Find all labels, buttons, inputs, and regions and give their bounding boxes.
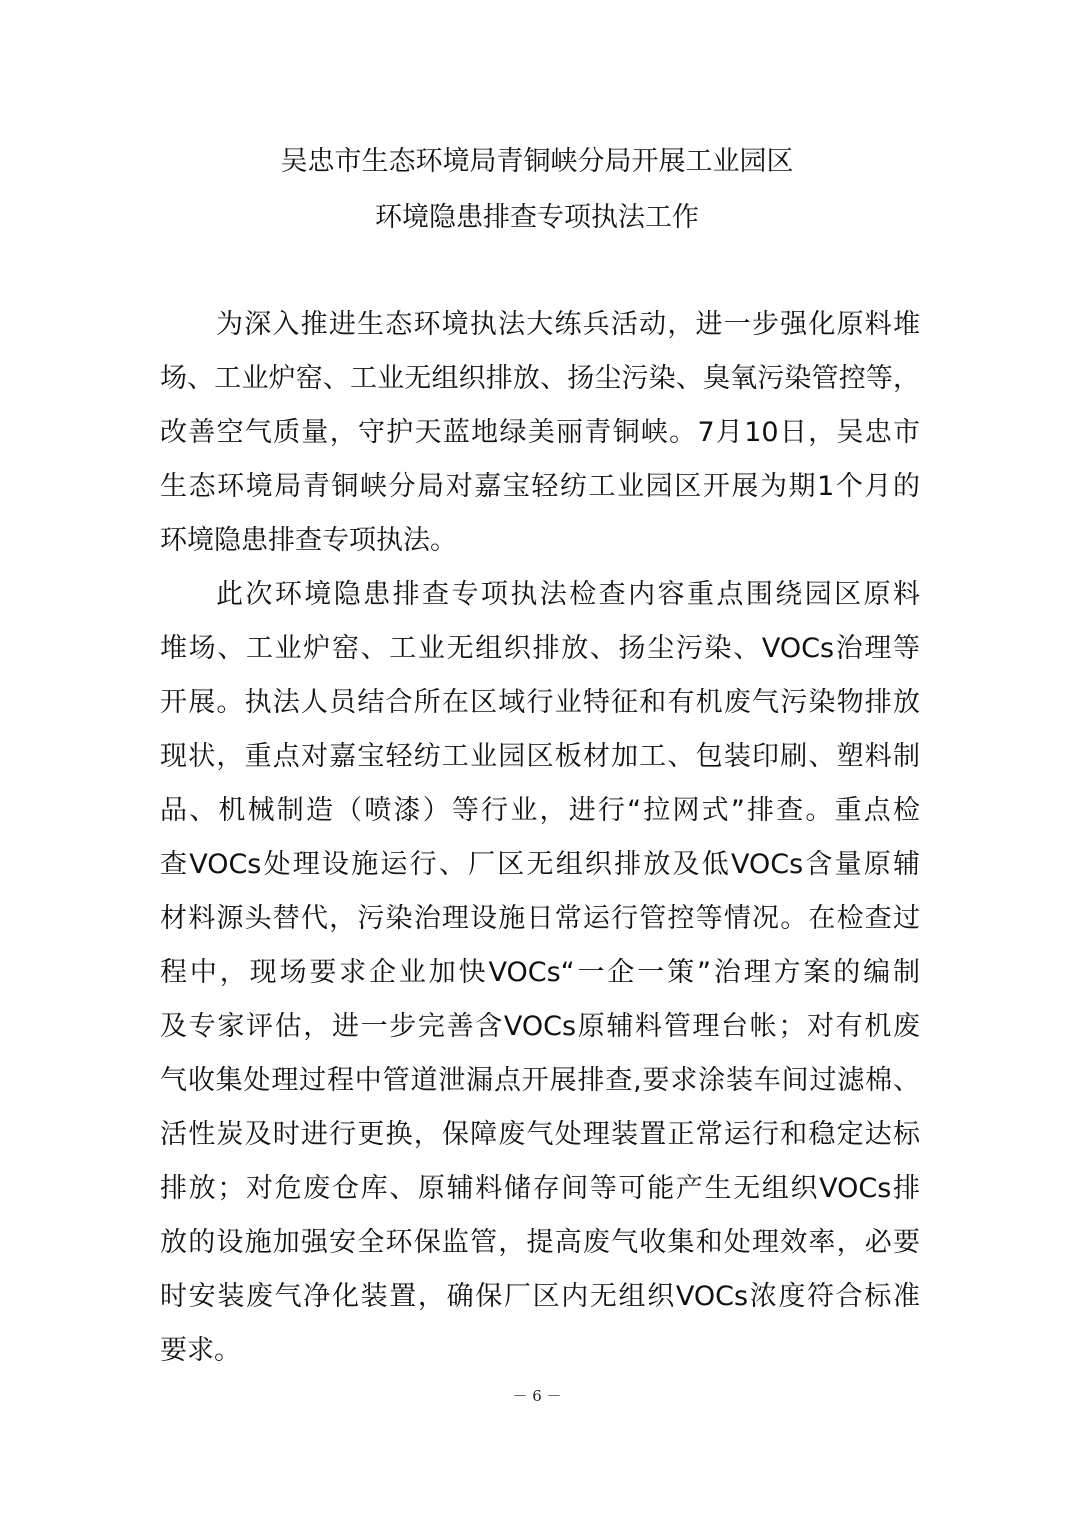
paragraph-line: 时安装废气净化装置，确保厂区内无组织VOCs浓度符合标准 bbox=[160, 1281, 920, 1312]
paragraph-line: 要求。 bbox=[160, 1335, 241, 1366]
paragraph-line: 生态环境局青铜峡分局对嘉宝轻纺工业园区开展为期1个月的 bbox=[160, 471, 920, 502]
paragraph-line: 环境隐患排查专项执法。 bbox=[160, 525, 457, 556]
document-title bbox=[0, 134, 1074, 246]
title-line-2: 环境隐患排查专项执法工作 bbox=[375, 202, 699, 233]
paragraph-line: 程中，现场要求企业加快VOCs“一企一策”治理方案的编制 bbox=[160, 957, 920, 988]
paragraph-2 bbox=[160, 568, 920, 1378]
paragraph-line: 及专家评估，进一步完善含VOCs原辅料管理台帐；对有机废 bbox=[160, 1011, 920, 1042]
paragraph-line: 放的设施加强安全环保监管，提高废气收集和处理效率，必要 bbox=[160, 1227, 920, 1258]
paragraph-1 bbox=[160, 298, 920, 568]
paragraph-line: 品、机械制造（喷漆）等行业，进行“拉网式”排查。重点检 bbox=[160, 795, 920, 826]
paragraph-line: 气收集处理过程中管道泄漏点开展排查,要求涂装车间过滤棉、 bbox=[160, 1065, 920, 1096]
page-number: － 6 － bbox=[512, 1387, 562, 1405]
paragraph-line: 查VOCs处理设施运行、厂区无组织排放及低VOCs含量原辅 bbox=[160, 849, 920, 880]
paragraph-line: 此次环境隐患排查专项执法检查内容重点围绕园区原料 bbox=[216, 579, 920, 610]
paragraph-line: 堆场、工业炉窑、工业无组织排放、扬尘污染、VOCs治理等 bbox=[160, 633, 920, 664]
paragraph-line: 现状，重点对嘉宝轻纺工业园区板材加工、包装印刷、塑料制 bbox=[160, 741, 920, 772]
paragraph-line: 活性炭及时进行更换，保障废气处理装置正常运行和稳定达标 bbox=[160, 1119, 920, 1150]
paragraph-line: 场、工业炉窑、工业无组织排放、扬尘污染、臭氧污染管控等， bbox=[160, 363, 920, 394]
paragraph-line: 为深入推进生态环境执法大练兵活动，进一步强化原料堆 bbox=[216, 309, 920, 340]
paragraph-line: 排放；对危废仓库、原辅料储存间等可能产生无组织VOCs排 bbox=[160, 1173, 920, 1204]
paragraph-line: 开展。执法人员结合所在区域行业特征和有机废气污染物排放 bbox=[160, 687, 920, 718]
paragraph-line: 改善空气质量，守护天蓝地绿美丽青铜峡。7月10日，吴忠市 bbox=[160, 417, 920, 448]
document-body bbox=[160, 298, 920, 1378]
title-line-1: 吴忠市生态环境局青铜峡分局开展工业园区 bbox=[280, 146, 794, 177]
paragraph-line: 材料源头替代，污染治理设施日常运行管控等情况。在检查过 bbox=[160, 903, 920, 934]
